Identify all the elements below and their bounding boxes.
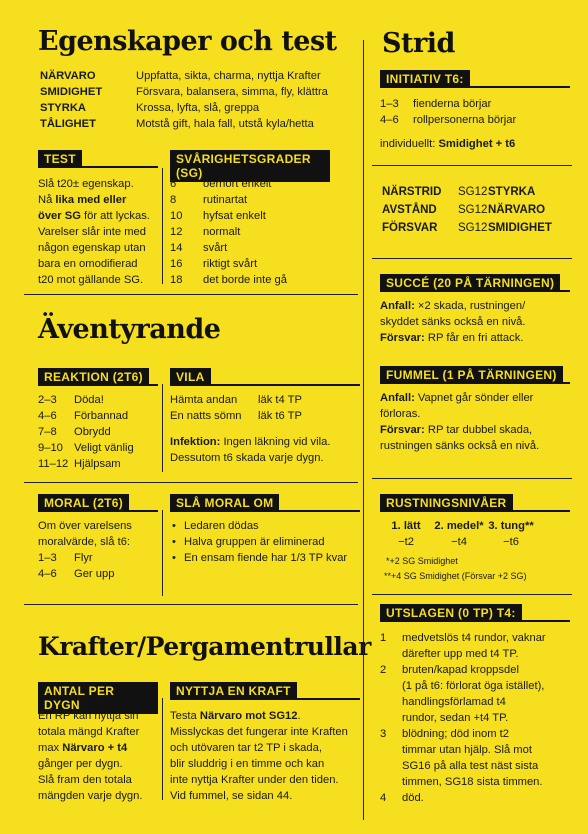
text-line: [380, 298, 570, 314]
rustning-level-label: 2. medel*: [434, 520, 484, 532]
divider: [372, 594, 572, 595]
text-segment: inte nyttja Krafter under den tiden.: [170, 774, 339, 786]
sg-header: SVÅRIGHETSGRADER (SG): [170, 150, 330, 182]
moral-number: 4–6: [38, 568, 57, 580]
reaktion-row: [38, 456, 158, 472]
reaktion-section: [38, 368, 158, 472]
utslagen-item: [380, 790, 570, 806]
sg-number: 6: [170, 178, 177, 190]
sg-section: [170, 150, 330, 288]
divider: [162, 168, 163, 284]
text-segment: Försvar:: [380, 424, 425, 436]
reaktion-number: 4–6: [38, 410, 57, 422]
nyttja-section: [170, 682, 360, 804]
utslagen-line: timmen, SG18 sista timmen.: [402, 776, 543, 788]
utslagen-line: död.: [402, 792, 424, 804]
utslagen-line: bruten/kapad kroppsdel: [402, 664, 519, 676]
text-line: [380, 314, 570, 330]
text-segment: skyddet sänks också en nivå.: [380, 316, 526, 328]
antal-section: [38, 682, 158, 804]
text-segment: blir sluddrig i en timme och kan: [170, 758, 325, 770]
strid-row: [382, 183, 572, 201]
fummel-section: [380, 366, 570, 454]
text-segment: gånger per dygn.: [38, 758, 123, 770]
text-segment: Nå: [38, 194, 56, 206]
strid-name: FÖRSVAR: [382, 222, 438, 234]
attribute-name: STYRKA: [40, 102, 86, 114]
initiativ-row: [380, 96, 570, 112]
utslagen-line: handlingsförlamad t4: [402, 696, 506, 708]
test-text: [38, 176, 158, 288]
vila-row: [170, 408, 360, 424]
text-segment: över SG: [38, 210, 81, 222]
utslagen-header: UTSLAGEN (0 TP) T4:: [380, 604, 522, 622]
text-line: [38, 240, 158, 256]
text-segment: förloras.: [380, 408, 421, 420]
initiativ-row: [380, 112, 570, 128]
sg-label: det borde inte gå: [203, 274, 287, 286]
text-line: [380, 438, 570, 454]
utslagen-number: 4: [380, 792, 387, 804]
sg-number: 16: [170, 258, 183, 270]
utslagen-list: [380, 630, 570, 806]
attribute-row: [40, 116, 360, 132]
text-segment: Anfall:: [380, 392, 415, 404]
rustning-level: [380, 518, 432, 550]
title-krafter: Krafter/Pergamentrullar: [38, 632, 371, 661]
reaktion-label: Hjälpsam: [74, 458, 121, 470]
sg-label: rutinartat: [203, 194, 248, 206]
rustning-level-value: −t4: [451, 536, 467, 548]
attribute-row: [40, 84, 360, 100]
text-segment: .: [297, 710, 301, 722]
reaktion-label: Obrydd: [74, 426, 111, 438]
text-segment: En RP kan nyttja sin: [38, 710, 139, 722]
vila-header: VILA: [170, 368, 211, 386]
reaktion-label: Veligt vänlig: [74, 442, 134, 454]
text-line: [170, 708, 360, 724]
rustning-note-1: *+2 SG Smidighet: [386, 556, 458, 566]
attribute-desc: Motstå gift, hala fall, utstå kyla/hetta: [136, 118, 314, 130]
rustning-header: RUSTNINGSNIVÅER: [380, 494, 513, 512]
sg-number: 14: [170, 242, 183, 254]
utslagen-line: blödning; död inom t2: [402, 728, 509, 740]
fummel-text: [380, 390, 570, 454]
utslagen-number: 3: [380, 728, 387, 740]
text-segment: och utövaren tar t2 TP i skada,: [170, 742, 322, 754]
rustning-note-2: **+4 SG Smidighet (Försvar +2 SG): [384, 571, 527, 581]
strid-attr: STYRKA: [488, 186, 536, 198]
text-segment: Varelser slår inte med: [38, 226, 146, 238]
attribute-row: [40, 100, 360, 116]
infektion-text: Infektion: Ingen läkning vid vila.: [170, 436, 331, 448]
utslagen-number: 2: [380, 664, 387, 676]
text-line: [170, 724, 360, 740]
sg-number: 12: [170, 226, 183, 238]
reaktion-label: Döda!: [74, 394, 104, 406]
sla-moral-section: [170, 494, 360, 566]
utslagen-line: (1 på t6: förlorat öga istället),: [402, 680, 545, 692]
text-segment: max: [38, 742, 63, 754]
reaktion-number: 11–12: [38, 458, 69, 470]
text-segment: Misslyckas det fungerar inte Kraften: [170, 726, 348, 738]
text-line: [38, 224, 158, 240]
utslagen-text: [402, 790, 424, 806]
strid-sg: SG12: [458, 186, 488, 198]
sla-moral-item: • Ledaren dödas: [170, 518, 360, 534]
divider: [24, 294, 358, 295]
sg-number: 8: [170, 194, 177, 206]
text-line: [380, 390, 570, 406]
sg-label: hyfsat enkelt: [203, 210, 266, 222]
strid-row: [382, 201, 572, 219]
utslagen-number: 1: [380, 632, 387, 644]
moral-label: Flyr: [74, 552, 93, 564]
divider: [24, 604, 358, 605]
text-line: [170, 772, 360, 788]
utslagen-line: SG16 på alla test näst sista: [402, 760, 539, 772]
text-line: [170, 740, 360, 756]
strid-name: AVSTÅND: [382, 204, 437, 216]
strid-attr: NÄRVARO: [488, 204, 546, 216]
text-line: [170, 788, 360, 804]
initiativ-section: [380, 70, 570, 152]
sg-number: 10: [170, 210, 183, 222]
sg-label: normalt: [203, 226, 241, 238]
vila-section: [170, 368, 360, 466]
text-line: [380, 330, 570, 346]
sg-label: svårt: [203, 242, 228, 254]
strid-attr: SMIDIGHET: [488, 222, 552, 234]
title-aventyrande: Äventyrande: [38, 314, 221, 345]
vila-action: En natts sömn: [170, 410, 242, 422]
rustning-level: [486, 518, 536, 550]
strid-sg: SG12: [458, 204, 488, 216]
initiativ-header: INITIATIV T6:: [380, 70, 470, 88]
text-line: [38, 788, 158, 804]
moral-row: [38, 566, 158, 582]
individuellt-text: individuellt: Smidighet + t6: [380, 138, 516, 150]
utslagen-item: [380, 630, 570, 662]
divider: [162, 384, 163, 472]
moral-header: MORAL (2T6): [38, 494, 129, 512]
utslagen-section: [380, 604, 570, 806]
text-segment: Slå t20± egenskap.: [38, 178, 134, 190]
divider: [372, 258, 572, 259]
text-segment: Vapnet går sönder eller: [414, 392, 534, 404]
vila-row: [170, 392, 360, 408]
text-line: [38, 772, 158, 788]
rustning-section: [380, 494, 570, 584]
strid-row: [382, 219, 572, 237]
initiativ-number: 1–3: [380, 98, 399, 110]
sg-row: [170, 240, 330, 256]
text-segment: Närvaro mot SG12: [199, 710, 298, 722]
text-segment: Försvar:: [380, 332, 425, 344]
text-segment: rustningen sänks också en nivå.: [380, 440, 540, 452]
text-segment: ×2 skada, rustningen/: [414, 300, 526, 312]
text-line: [38, 176, 158, 192]
moral-row: [38, 550, 158, 566]
reaktion-row: [38, 408, 158, 424]
antal-header: ANTAL PER DYGN: [38, 682, 158, 714]
text-line: [38, 208, 158, 224]
attribute-name: NÄRVARO: [40, 70, 96, 82]
divider: [162, 698, 163, 800]
text-line: [38, 756, 158, 772]
text-line: [38, 256, 158, 272]
text-segment: RP tar dubbel skada,: [424, 424, 533, 436]
text-line: [170, 756, 360, 772]
reaktion-label: Förbannad: [74, 410, 129, 422]
reaktion-number: 7–8: [38, 426, 57, 438]
antal-text: [38, 708, 158, 804]
utslagen-item: [380, 662, 570, 726]
vila-action: Hämta andan: [170, 394, 238, 406]
text-line: [38, 724, 158, 740]
utslagen-text: [402, 630, 546, 662]
text-segment: Närvaro + t4: [62, 742, 128, 754]
rustning-level-label: 3. tung**: [488, 520, 534, 532]
text-line: [38, 192, 158, 208]
sla-moral-item: • Halva gruppen är eliminerad: [170, 534, 360, 550]
attribute-desc: Krossa, lyfta, slå, greppa: [136, 102, 260, 114]
text-segment: Testa: [170, 710, 200, 722]
initiativ-number: 4–6: [380, 114, 399, 126]
sg-row: [170, 256, 330, 272]
moral-number: 1–3: [38, 552, 57, 564]
strid-table: [382, 183, 572, 237]
initiativ-table: [380, 96, 570, 128]
vila-heal: läk t6 TP: [258, 410, 302, 422]
reaktion-row: [38, 440, 158, 456]
moral-intro: Om över varelsens: [38, 520, 132, 532]
moral-label: Ger upp: [74, 568, 115, 580]
sg-label: oerhört enkelt: [203, 178, 272, 190]
utslagen-line: därefter upp med t4 TP.: [402, 648, 519, 660]
reaktion-number: 2–3: [38, 394, 57, 406]
reaktion-table: [38, 392, 158, 472]
title-strid: Strid: [382, 28, 455, 59]
rustning-level-label: 1. lätt: [391, 520, 421, 532]
fummel-header: FUMMEL (1 PÅ TÄRNINGEN): [380, 366, 563, 384]
rustning-level-value: −t6: [503, 536, 519, 548]
moral-section: [38, 494, 158, 582]
sg-table: [170, 176, 330, 288]
utslagen-line: rundor, sedan +t4 TP.: [402, 712, 509, 724]
moral-intro-2: moralvärde, slå t6:: [38, 536, 131, 548]
attribute-list: [40, 68, 360, 132]
succe-text: [380, 298, 570, 346]
vila-heal: läk t4 TP: [258, 394, 302, 406]
text-segment: Slå fram den totala: [38, 774, 132, 786]
sg-number: 18: [170, 274, 183, 286]
utslagen-line: timmar utan hjälp. Slå mot: [402, 744, 532, 756]
attribute-desc: Uppfatta, sikta, charma, nyttja Krafter: [136, 70, 321, 82]
text-segment: RP får en fri attack.: [424, 332, 524, 344]
initiativ-label: rollpersonerna börjar: [413, 114, 517, 126]
text-segment: någon egenskap utan: [38, 242, 146, 254]
strid-name: NÄRSTRID: [382, 186, 442, 198]
nyttja-text: [170, 708, 360, 804]
text-line: [38, 272, 158, 288]
column-divider: [363, 40, 364, 820]
sg-row: [170, 272, 330, 288]
sg-row: [170, 224, 330, 240]
test-header: TEST: [38, 150, 82, 168]
succe-section: [380, 274, 570, 346]
reaktion-header: REAKTION (2T6): [38, 368, 149, 386]
divider: [372, 478, 572, 479]
infektion-text-2: Dessutom t6 skada varje dygn.: [170, 452, 324, 464]
divider: [24, 482, 358, 483]
sla-moral-list: [170, 518, 360, 566]
text-line: [380, 406, 570, 422]
text-segment: totala mängd Krafter: [38, 726, 140, 738]
initiativ-label: fienderna börjar: [413, 98, 492, 110]
reaktion-number: 9–10: [38, 442, 63, 454]
text-segment: bara en omodifierad: [38, 258, 138, 270]
utslagen-line: medvetslös t4 rundor, vaknar: [402, 632, 546, 644]
attribute-desc: Försvara, balansera, simma, fly, klättra: [136, 86, 328, 98]
attribute-name: SMIDIGHET: [40, 86, 103, 98]
sla-moral-header: SLÅ MORAL OM: [170, 494, 279, 512]
text-segment: t20 mot gällande SG.: [38, 274, 144, 286]
sg-row: [170, 192, 330, 208]
reaktion-row: [38, 392, 158, 408]
attribute-name: TÅLIGHET: [40, 118, 96, 130]
divider: [372, 165, 572, 166]
rustning-level-value: −t2: [398, 536, 414, 548]
text-segment: lika med eller: [55, 194, 127, 206]
utslagen-text: [402, 662, 544, 726]
succe-header: SUCCÉ (20 PÅ TÄRNINGEN): [380, 274, 560, 292]
rustning-level: [432, 518, 486, 550]
text-line: [380, 422, 570, 438]
attribute-row: [40, 68, 360, 84]
vila-table: [170, 392, 360, 424]
nyttja-header: NYTTJA EN KRAFT: [170, 682, 297, 700]
moral-table: [38, 550, 158, 582]
text-segment: mängden varje dygn.: [38, 790, 143, 802]
test-section: [38, 150, 158, 288]
text-segment: Vid fummel, se sidan 44.: [170, 790, 293, 802]
divider: [162, 510, 163, 596]
text-segment: för att lyckas.: [80, 210, 150, 222]
text-segment: Anfall:: [380, 300, 415, 312]
reaktion-row: [38, 424, 158, 440]
utslagen-text: [402, 726, 543, 790]
title-egenskaper: Egenskaper och test: [38, 26, 337, 57]
rustning-levels: [380, 518, 570, 550]
utslagen-item: [380, 726, 570, 790]
text-line: [38, 740, 158, 756]
strid-sg: SG12: [458, 222, 488, 234]
sg-row: [170, 208, 330, 224]
sg-label: riktigt svårt: [203, 258, 258, 270]
sla-moral-item: • En ensam fiende har 1/3 TP kvar: [170, 550, 360, 566]
